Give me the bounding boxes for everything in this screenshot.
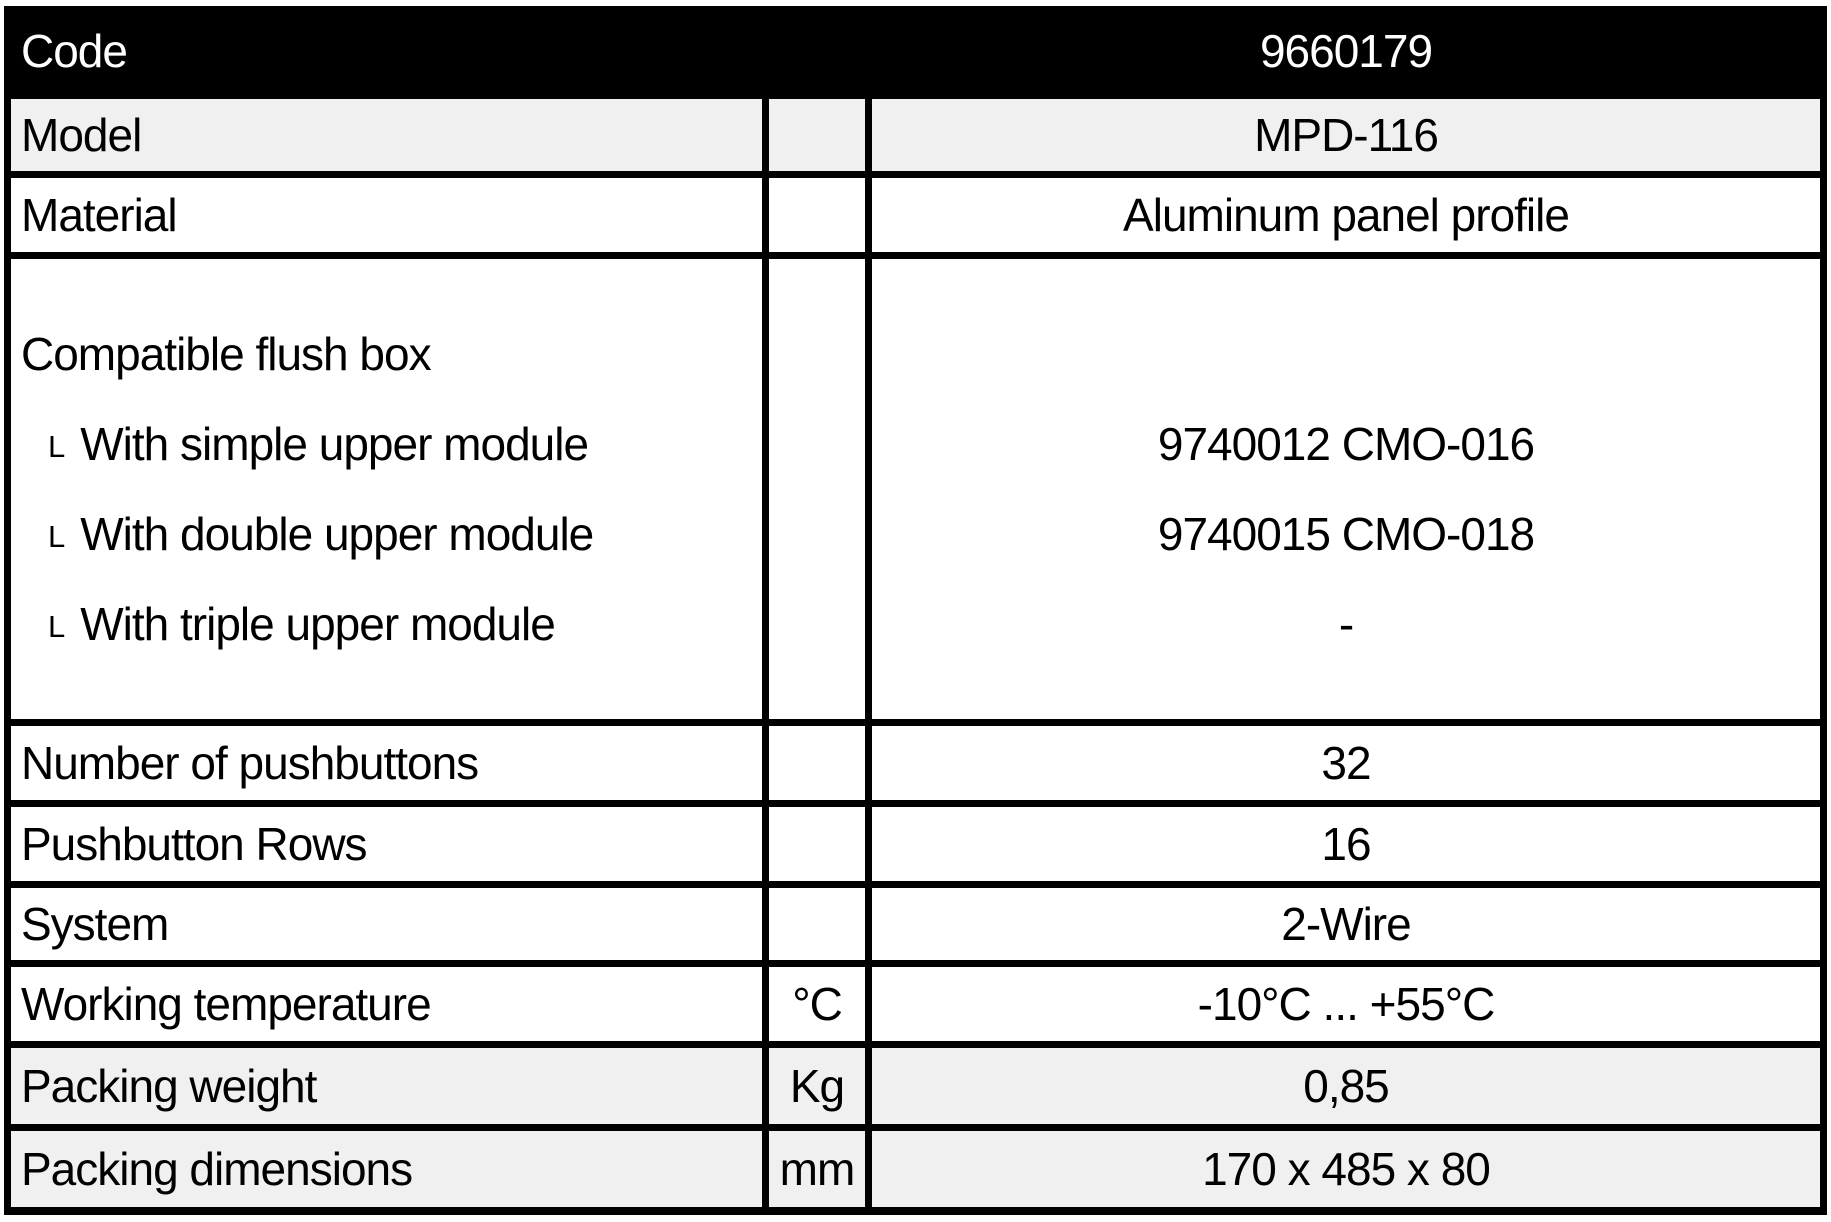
row-packing-dimensions-label-text: Packing dimensions xyxy=(21,1143,413,1195)
row-working-temperature-label xyxy=(11,967,762,1041)
row-code-label-text: Code xyxy=(21,25,127,77)
row-working-temperature-value-text: -10°C ... +55°C xyxy=(1197,978,1495,1030)
row-packing-dimensions-unit-text: mm xyxy=(779,1143,855,1195)
row-model-value xyxy=(872,99,1820,171)
sub-row-double-value-text: 9740015 CMO-018 xyxy=(1157,508,1535,560)
row-model-label-text: Model xyxy=(21,109,142,161)
row-system-label xyxy=(11,888,762,960)
row-material-value xyxy=(872,178,1820,252)
row-code-unit xyxy=(769,10,865,92)
sub-row-double-label xyxy=(48,489,762,579)
sub-row-simple-label-text: With simple upper module xyxy=(80,418,589,470)
spec-table xyxy=(4,6,1827,1215)
row-code-label xyxy=(11,10,762,92)
row-working-temperature-unit-text: °C xyxy=(792,978,842,1030)
sub-row-triple-label xyxy=(48,579,762,669)
sub-row-double-label-text: With double upper module xyxy=(80,508,594,560)
row-system-value-text: 2-Wire xyxy=(1281,898,1411,950)
row-packing-weight-unit-text: Kg xyxy=(789,1060,845,1112)
row-code-value-text: 9660179 xyxy=(1259,25,1433,77)
sub-row-simple-value xyxy=(872,399,1820,489)
row-material-unit xyxy=(769,178,865,252)
row-pushbutton-rows-value-text: 16 xyxy=(1321,818,1371,870)
row-number-of-pushbuttons-label xyxy=(11,726,762,800)
sub-row-triple-value xyxy=(872,579,1820,669)
row-system-value xyxy=(872,888,1820,960)
row-packing-weight-unit xyxy=(769,1048,865,1124)
sub-row-triple-label-text: With triple upper module xyxy=(80,598,555,650)
row-packing-dimensions-value-text: 170 x 485 x 80 xyxy=(1202,1143,1490,1195)
row-number-of-pushbuttons-value xyxy=(872,726,1820,800)
row-compatible-flush-box-value xyxy=(872,259,1820,719)
sub-row-simple-value-text: 9740012 CMO-016 xyxy=(1157,418,1535,470)
sub-row-simple-label xyxy=(48,399,762,489)
row-system-label-text: System xyxy=(21,898,169,950)
row-working-temperature-value xyxy=(872,967,1820,1041)
sub-row-spacer xyxy=(872,309,1820,399)
row-pushbutton-rows-unit xyxy=(769,807,865,881)
row-model-value-text: MPD-116 xyxy=(1254,109,1438,161)
row-pushbutton-rows-label-text: Pushbutton Rows xyxy=(21,818,367,870)
row-number-of-pushbuttons-label-text: Number of pushbuttons xyxy=(21,737,479,789)
sub-item-bullet: L xyxy=(48,608,66,644)
row-packing-weight-label xyxy=(11,1048,762,1124)
row-working-temperature-unit xyxy=(769,967,865,1041)
sub-row-triple-value-text: - xyxy=(1338,598,1354,650)
row-packing-weight-label-text: Packing weight xyxy=(21,1060,317,1112)
row-working-temperature-label-text: Working temperature xyxy=(21,978,431,1030)
row-compatible-flush-box-label xyxy=(11,259,762,719)
row-pushbutton-rows-label xyxy=(11,807,762,881)
row-material-value-text: Aluminum panel profile xyxy=(1123,189,1569,241)
group-title xyxy=(21,309,762,399)
row-compatible-flush-box-unit xyxy=(769,259,865,719)
sub-item-bullet: L xyxy=(48,428,66,464)
row-number-of-pushbuttons-value-text: 32 xyxy=(1321,737,1371,789)
sub-item-bullet: L xyxy=(48,518,66,554)
row-packing-dimensions-value xyxy=(872,1131,1820,1207)
row-material-label-text: Material xyxy=(21,189,177,241)
row-packing-weight-value-text: 0,85 xyxy=(1303,1060,1389,1112)
group-title-text: Compatible flush box xyxy=(21,328,431,380)
sub-row-double-value xyxy=(872,489,1820,579)
row-packing-weight-value xyxy=(872,1048,1820,1124)
row-pushbutton-rows-value xyxy=(872,807,1820,881)
row-packing-dimensions-unit xyxy=(769,1131,865,1207)
row-model-label xyxy=(11,99,762,171)
row-number-of-pushbuttons-unit xyxy=(769,726,865,800)
row-model-unit xyxy=(769,99,865,171)
row-material-label xyxy=(11,178,762,252)
row-code-value xyxy=(872,10,1820,92)
row-system-unit xyxy=(769,888,865,960)
row-packing-dimensions-label xyxy=(11,1131,762,1207)
